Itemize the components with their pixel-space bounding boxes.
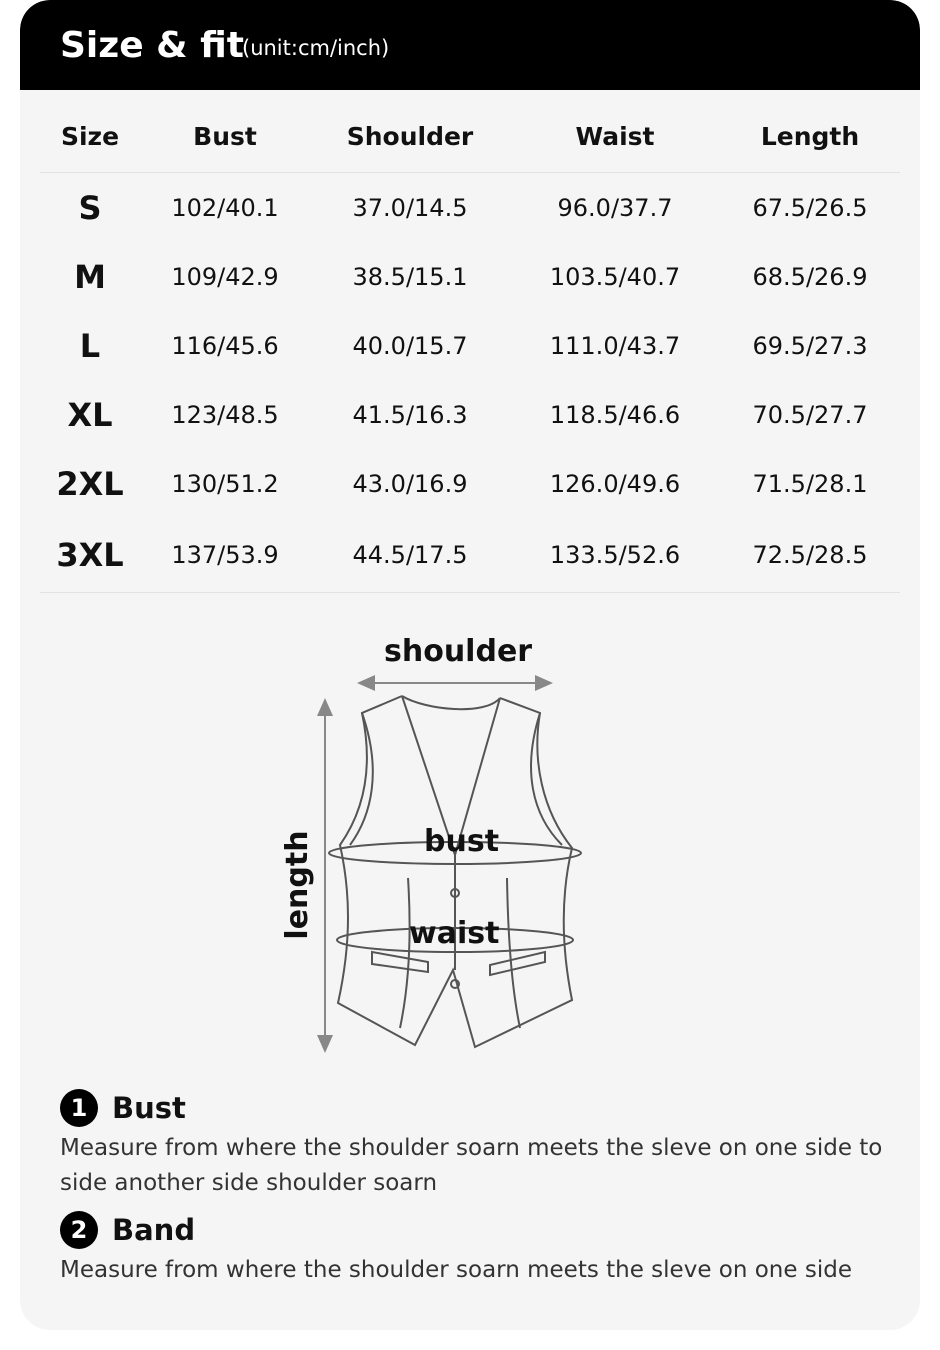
waist-cell: 111.0/43.7 [549, 331, 681, 360]
size-cell: 2XL [56, 464, 124, 503]
table-row [40, 518, 900, 593]
length-cell: 68.5/26.9 [752, 262, 868, 291]
waist-cell: 103.5/40.7 [549, 262, 681, 291]
shoulder-label: shoulder [384, 634, 533, 669]
unit-label: (unit:cm/inch) [242, 36, 390, 60]
bust-label: bust [424, 824, 500, 859]
bust-cell: 102/40.1 [171, 193, 279, 222]
note-title: Band [112, 1213, 196, 1247]
size-cell: M [74, 257, 106, 296]
header-bust: Bust [140, 100, 310, 173]
size-cell: S [78, 188, 102, 227]
shoulder-cell: 38.5/15.1 [352, 262, 468, 291]
header-size: Size [40, 100, 140, 173]
shoulder-cell: 43.0/16.9 [352, 469, 468, 498]
waist-label: waist [409, 916, 500, 951]
table-header-row [40, 100, 900, 173]
number-badge-1: 1 [60, 1089, 98, 1127]
length-cell: 69.5/27.3 [752, 331, 868, 360]
header-shoulder: Shoulder [310, 100, 510, 173]
waist-cell: 118.5/46.6 [549, 400, 681, 429]
number-badge-2: 2 [60, 1211, 98, 1249]
note-bust-heading [60, 1085, 890, 1131]
length-cell: 71.5/28.1 [752, 469, 868, 498]
measurement-notes [60, 1085, 890, 1294]
waist-cell: 133.5/52.6 [510, 518, 720, 593]
bust-cell: 109/42.9 [171, 262, 279, 291]
note-text: Measure from where the shoulder soarn meets the sleve on one side to side another side shoulder soarn [60, 1135, 883, 1196]
length-cell: 70.5/27.7 [752, 400, 868, 429]
bust-cell: 123/48.5 [171, 400, 279, 429]
waist-cell: 96.0/37.7 [557, 193, 673, 222]
size-cell: 3XL [40, 518, 140, 593]
shoulder-cell: 41.5/16.3 [352, 400, 468, 429]
length-label: length [280, 830, 315, 940]
shoulder-cell: 37.0/14.5 [352, 193, 468, 222]
table-row [40, 242, 900, 311]
waist-cell: 126.0/49.6 [549, 469, 681, 498]
size-table [40, 100, 900, 593]
header-waist: Waist [510, 100, 720, 173]
table-row [40, 449, 900, 518]
table-row [40, 311, 900, 380]
length-cell: 72.5/28.5 [720, 518, 900, 593]
size-fit-card [20, 0, 920, 1330]
length-cell: 67.5/26.5 [752, 193, 868, 222]
note-title: Bust [112, 1091, 186, 1125]
header-bar [20, 0, 920, 90]
size-cell: L [79, 326, 101, 365]
table-row [40, 380, 900, 449]
bust-cell: 116/45.6 [171, 331, 279, 360]
bust-cell: 130/51.2 [171, 469, 279, 498]
bust-cell: 137/53.9 [140, 518, 310, 593]
page-title: Size & fit [60, 25, 244, 66]
size-cell: XL [67, 395, 113, 434]
note-band-heading [60, 1207, 890, 1253]
shoulder-cell: 44.5/17.5 [310, 518, 510, 593]
vest-outline [329, 696, 581, 1047]
header-length: Length [720, 100, 900, 173]
note-text: Measure from where the shoulder soarn meets the sleve on one side [60, 1257, 852, 1283]
shoulder-cell: 40.0/15.7 [352, 331, 468, 360]
table-row [40, 173, 900, 243]
vest-diagram [20, 620, 920, 1070]
